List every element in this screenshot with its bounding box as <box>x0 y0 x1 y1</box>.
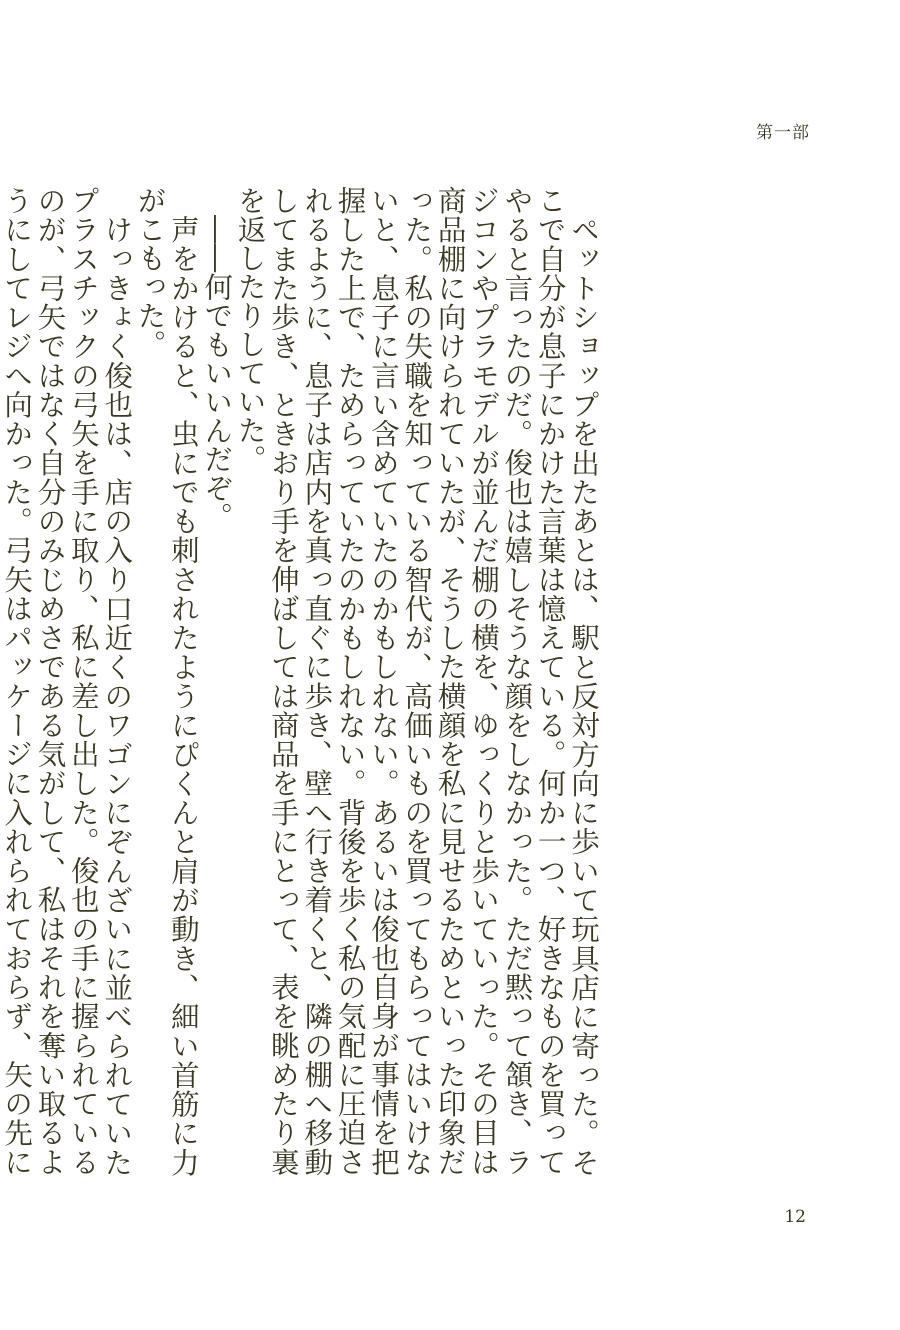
paragraph-bow-and-arrow: けっきょく俊也は、店の入り口近くのワゴンにぞんざいに並べられていたプラスチックの弓矢を手に取り、私に差し出した。俊也の手に握られているのが、弓矢ではなく自分のみじめさである気がして、私はそれを奪い取るようにしてレジへ向かった。弓矢はパッケージに入れられておらず、矢の先に <box>0 186 134 1176</box>
vertical-body-text <box>0 186 600 1176</box>
page-number: 12 <box>784 1207 806 1227</box>
running-head-section-title: 第一部 <box>756 123 810 143</box>
paragraph-shoulder-flinch: 声をかけると、虫にでも刺されたようにぴくんと肩が動き、細い首筋に力がこもった。 <box>133 186 200 1176</box>
paragraph-toy-store: ペットショップを出たあとは、駅と反対方向に歩いて玩具店に寄った。そこで自分が息子にかけた言葉は憶えている。何か一つ、好きなものを買ってやると言ったのだ。俊也は嬉しそうな顔をしなかった。ただ黙って頷き、ラジコンやプラモデルが並んだ棚の横を、ゆっくりと歩いていった。その目は商品棚に向けられていたが、そうした横顔を私に見せるためといった印象だった。私の失職を知っている智代が、高価いものを買ってもらってはいけないと、息子に言い含めていたのかもしれない。あるいは俊也自身が事情を把握した上で、ためらっていたのかもしれない。背後を歩く私の気配に圧迫されるように、息子は店内を真っ直ぐに歩き、壁へ行き着くと、隣の棚へ移動してまた歩き、ときおり手を伸ばしては商品を手にとって、表を眺めたり裏を返したりしていた。 <box>233 186 600 1176</box>
paragraph-dialogue-anything: ――何でもいいんだぞ。 <box>200 214 234 531</box>
